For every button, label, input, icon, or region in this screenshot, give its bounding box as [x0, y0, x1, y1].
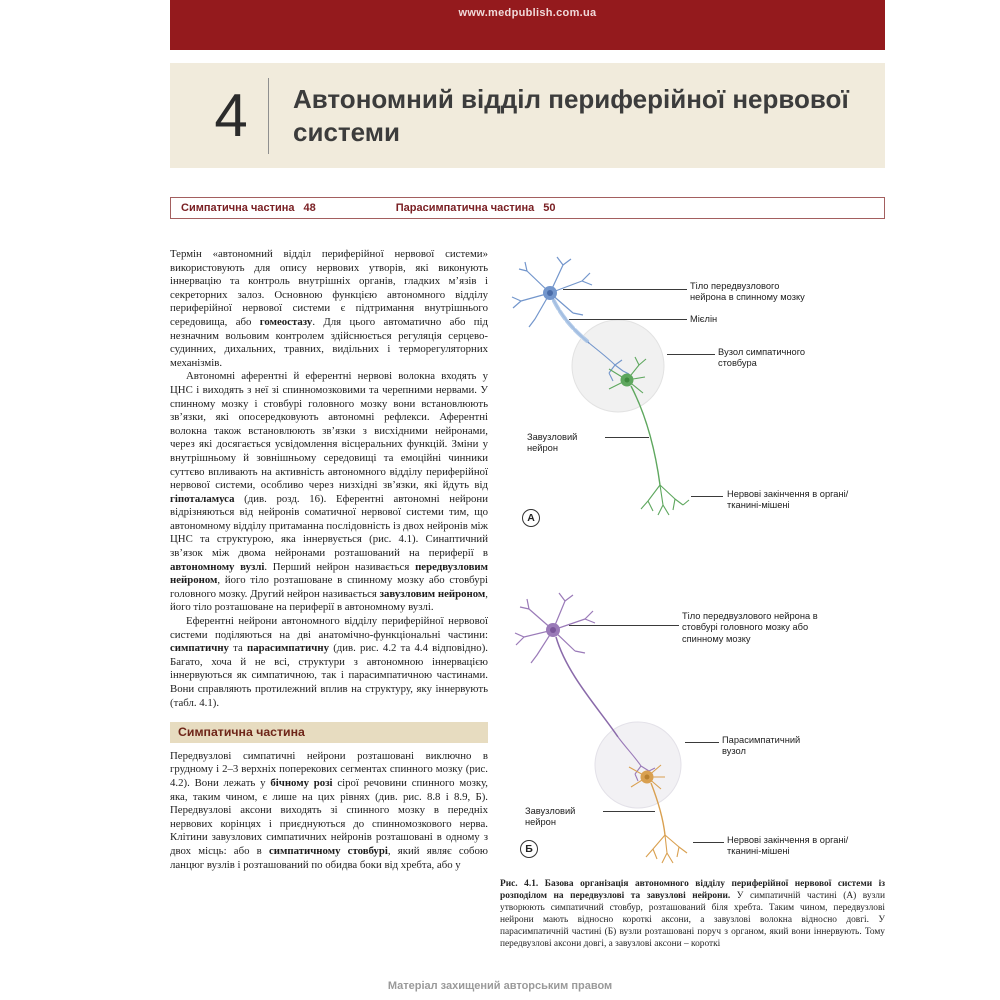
ganglion-circle: [572, 320, 664, 412]
myelin-sheath: [554, 301, 587, 341]
toc-page-number: 48: [303, 202, 316, 214]
postganglionic-nucleus: [645, 775, 650, 780]
preganglionic-nucleus: [550, 627, 556, 633]
preganglionic-nucleus: [547, 290, 553, 296]
chapter-contents-box: [170, 197, 885, 219]
figure-caption: Рис. 4.1. Базова організація автономного відділу периферійної нервової системи із розподілом на передвузлові та завузлові нейрони. У симпатичній частині (А) вузли утворюють симпатичний стовбур, розташований біля хребта. Таким чином, передвузлові нейрони мають відносно короткі аксони, а завузлові волокна відносно довгі. У парасимпатичній частині (Б) вузли розташовані поруч з органом, який вони іннервують. Тому передвузлові аксони довгі, а завузлові аксони – короткі: [500, 879, 885, 950]
pointer-line: [603, 811, 655, 812]
body-text-column: [170, 248, 488, 872]
chapter-title: Автономний відділ периферійної нервової системи: [293, 83, 849, 147]
chapter-header: [170, 63, 885, 168]
label-preganglionic-cell-body: Тіло передвузлового нейрона в стовбурі головного мозку або спинному мозку: [682, 611, 818, 644]
pointer-line: [685, 742, 719, 743]
label-postganglionic-neuron: Завузловий нейрон: [527, 432, 578, 454]
figure-diagram-b-parasympathetic: [505, 585, 885, 880]
toc-label: Парасимпатична частина: [395, 202, 535, 214]
section-header-label: Симпатична частина: [178, 725, 305, 740]
pointer-line: [563, 289, 687, 290]
pointer-line: [605, 437, 649, 438]
label-nerve-endings: Нервові закінчення в органі/тканині-мішені: [727, 835, 849, 857]
diagram-letter-b: Б: [520, 840, 538, 858]
label-sympathetic-trunk-ganglion: Вузол симпатичного стовбура: [718, 347, 806, 369]
pointer-line: [569, 319, 687, 320]
pointer-line: [693, 842, 724, 843]
label-myelin: Мієлін: [690, 314, 718, 324]
label-nerve-endings: Нервові закінчення в органі/тканині-мішені: [727, 489, 849, 511]
ganglion-circle: [595, 722, 681, 808]
chapter-number: 4: [214, 82, 248, 149]
body-paragraph: Передвузлові симпатичні нейрони розташовані виключно в грудному і 2–3 верхніх поперекових сегментах спинного мозку (рис. 4.2). Вони лежать у бічному розі сірої речовини спинного мозку, яка, таким чином, є лише на цих рівнях (див. рис. 8.8 і 8.9, Б). Передвузлові аксони виходять зі спинного мозку в передніх нервових корінцях і приєднуються до спинномозкового нерва. Клітини завузлових симпатичних нейронів розташовані в одному з двох місць: або в симпатичному стовбурі, який являє собою ланцюг вузлів і розташований по обидва боки від хребта, або у: [170, 749, 488, 871]
copyright-text: Матеріал захищений авторським правом: [387, 980, 613, 992]
postganglionic-nucleus: [625, 378, 630, 383]
diagram-letter-a: А: [522, 509, 540, 527]
nerve-endings: [641, 485, 689, 515]
body-paragraph: Еферентні нейрони автономного відділу периферійної нервової системи поділяються на дві анатомічно-функціональні частини: симпатичну та парасимпатичну (див. рис. 4.2 та 4.4 відповідно). Багато, хоча й не всі, структури з автономною іннервацією іннервуються як симпатичною, так і парасимпатичною частинами. Вони справляють протилежний вплив на структуру, яку іннервують (табл. 4.1).: [170, 615, 488, 709]
copyright-footer: [0, 980, 1000, 992]
vertical-divider: [268, 78, 269, 154]
publisher-banner: [170, 0, 885, 50]
body-paragraph: Термін «автономний відділ периферійної нервової системи» використовують для опису нервових утворів, які виконують іннервацію та контроль внутрішніх органів, гладких м’язів і секреторних залоз. Основною функцією автономного відділу периферійної нервової системи є підтримання внутрішнього середовища, або гомеостазу. Для цього автоматично або під незначним вольовим контролем здійснюється регуляція серцево-судинних, дихальних, травних, видільних і терморегуляторних механізмів.: [170, 248, 489, 369]
toc-label: Симпатична частина: [181, 202, 295, 214]
preganglionic-axon: [556, 637, 618, 737]
section-header-sympathetic: [170, 722, 488, 743]
nerve-endings: [646, 835, 687, 863]
figure-diagram-a-sympathetic: [505, 253, 885, 545]
body-paragraph: Автономні аферентні й еферентні нервові волокна входять у ЦНС і виходять з неї зі спинномозковими та черепними нервами. У спинному мозку і стовбурі головного мозку вони встановлюють зв’язки, які опосередковують автономні рефлекси. Аферентні волокна також встановлюють зв’язки з висхідними нейронами, через які досягається усвідомлення вісцеральних функцій. Зміни у внутрішньому й зовнішньому середовищі та емоційні чинники суттєво впливають на активність автономного відділу периферійної нервової системи, особливо через низхідні зв’язки, які йдуть від гіпоталамуса (див. розд. 16). Еферентні автономні нейрони відрізняються від нейронів соматичної нервової системи тим, що автономному відділу притаманна послідовність із двох нейронів між ЦНС та структурою, яка іннервується (рис. 4.1). Синаптичний зв’язок між двома нейронами розташований на периферії в автономному вузлі. Перший нейрон називається передвузловим нейроном, його тіло розташоване в спинному мозку або стовбурі головного мозку. Другий нейрон називається завузловим нейроном, його тіло розташоване на периферії в автономному вузлі.: [170, 370, 488, 614]
pointer-line: [691, 496, 723, 497]
pointer-line: [569, 625, 679, 626]
publisher-url-link[interactable]: www.medpublish.com.ua: [458, 7, 597, 19]
pointer-line: [667, 354, 715, 355]
label-preganglionic-cell-body: Тіло передвузлового нейрона в спинному мозку: [690, 281, 805, 303]
label-parasympathetic-ganglion: Парасимпатичний вузол: [722, 735, 801, 757]
toc-page-number: 50: [543, 202, 556, 214]
label-postganglionic-neuron: Завузловий нейрон: [525, 806, 576, 828]
toc-item-parasympathetic[interactable]: [396, 202, 556, 214]
toc-item-sympathetic[interactable]: [181, 202, 316, 214]
